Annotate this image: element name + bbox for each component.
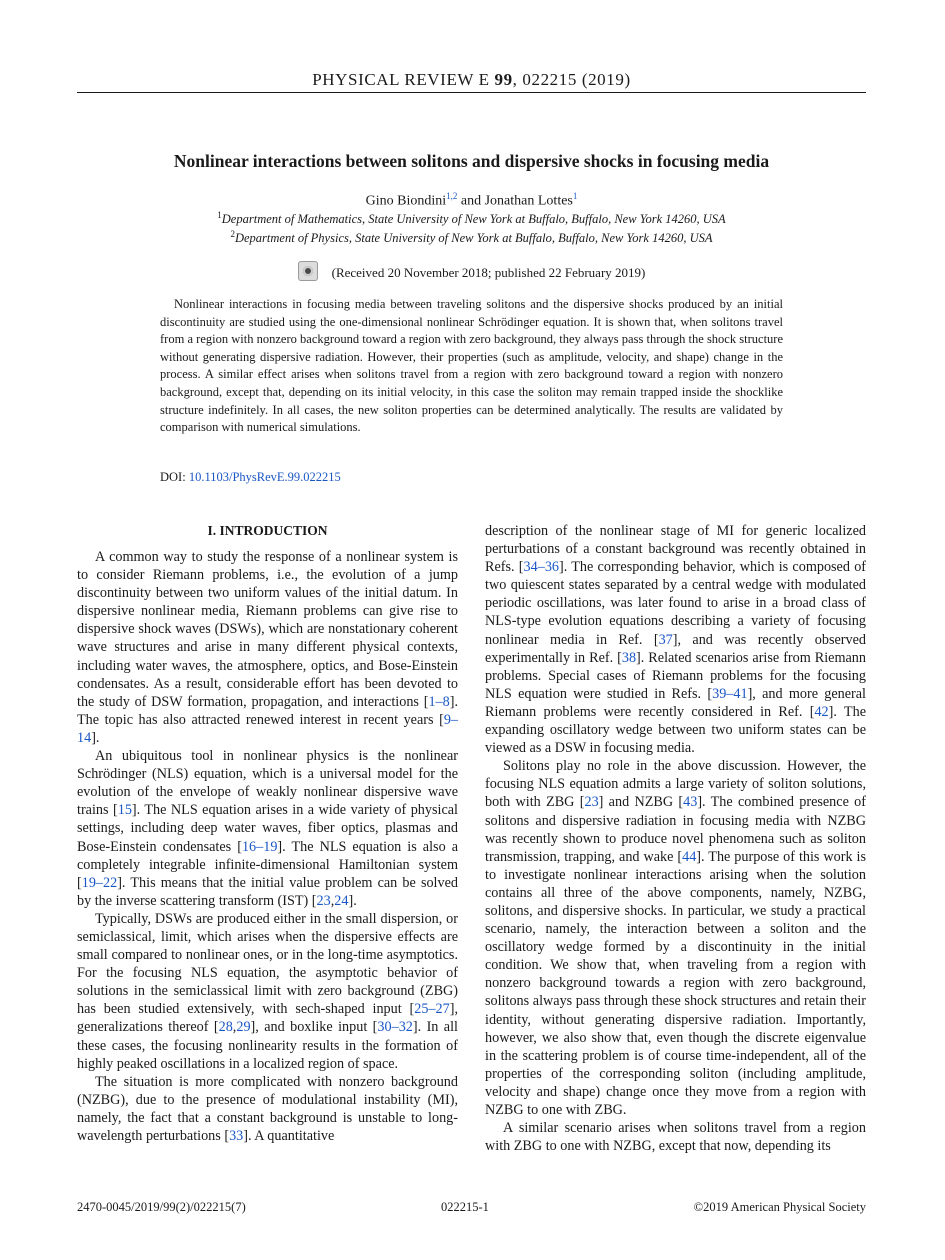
author-affil-link[interactable]: 1 <box>572 191 578 201</box>
doi-line <box>160 470 341 485</box>
footer-page-id: 022215-1 <box>441 1200 489 1214</box>
citation-link[interactable]: 29 <box>236 1019 251 1036</box>
citation-link[interactable]: 9–14 <box>77 711 458 746</box>
right-column <box>485 522 866 1155</box>
citation-link[interactable]: 37 <box>658 631 673 648</box>
doi-label: DOI: <box>160 470 189 484</box>
paragraph: The situation is more complicated with nonzero background (NZBG), due to the presence of modulational instability (MI), namely, the fact that a constant background is unstable to long-wavelength perturbations [33]. A quantitative <box>77 1073 458 1144</box>
citation-link[interactable]: 43 <box>683 794 698 811</box>
footer-copyright: ©2019 American Physical Society <box>693 1200 866 1214</box>
journal-name: PHYSICAL REVIEW E <box>312 70 490 89</box>
affiliation <box>77 210 866 227</box>
citation-link[interactable]: 19–22 <box>81 874 118 891</box>
crossmark-icon[interactable] <box>298 261 318 281</box>
running-header <box>77 70 866 90</box>
author-affil-link[interactable]: 1,2 <box>446 191 458 201</box>
paragraph: Typically, DSWs are produced either in the small dispersion, or semiclassical, limit, which arises when the dispersive effects are small compared to nonlinear ones, or in the long-time asymptotics. For the focusing NLS equation, the asymptotic behavior of solutions in the semiclassical limit with zero background (ZBG) has been studied extensively, with sech-shaped input [25–27], generalizations thereof [28,29], and boxlike input [30–32]. In all these cases, the focusing nonlinearity results in the formation of highly peaked oscillations in a localized region of space. <box>77 910 458 1072</box>
citation-link[interactable]: 28 <box>218 1019 233 1036</box>
citation-link[interactable]: 38 <box>621 649 637 666</box>
citation-link[interactable]: 23 <box>316 892 331 909</box>
citation-link[interactable]: 15 <box>117 802 132 819</box>
journal-volume: 99 <box>494 70 513 89</box>
citation-link[interactable]: 42 <box>814 703 829 720</box>
paragraph: A similar scenario arises when solitons travel from a region with ZBG to one with NZBG, except that now, depending its <box>485 1120 866 1155</box>
paragraph: A common way to study the response of a nonlinear system is to consider Riemann problems, i.e., the evolution of a jump discontinuity between two uniform values of the initial datum. In dispersive nonlinear media, Riemann problems can give rise to dispersive shock waves (DSWs), which are nonstationary coherent wave structures and arise in many different physical contexts, including water waves, the atmosphere, optics, and Bose-Einstein condensates. As a result, considerable effort has been devoted to the study of DSW formation, propagation, and interactions [1–8]. The topic has also attracted renewed interest in recent years [9–14]. <box>77 549 458 746</box>
affiliation-number: 1 <box>217 210 222 220</box>
author-name: Jonathan Lottes <box>484 193 573 209</box>
paragraph: An ubiquitous tool in nonlinear physics is the nonlinear Schrödinger (NLS) equation, which is a universal model for the evolution of the envelope of weakly nonlinear dispersive wave trains [15]. The NLS equation arises in a wide variety of physical settings, including deep water waves, fiber optics, plasmas and Bose-Einstein condensates [16–19]. The NLS equation is also a completely integrable infinite-dimensional Hamiltonian system [19–22]. This means that the initial value problem can be solved by the inverse scattering transform (IST) [23,24]. <box>77 748 458 909</box>
citation-link[interactable]: 24 <box>334 892 349 909</box>
citation-link[interactable]: 44 <box>682 848 697 865</box>
citation-link[interactable]: 25–27 <box>414 1001 450 1018</box>
article-number: , 022215 (2019) <box>512 70 631 89</box>
affiliation <box>77 229 866 246</box>
citation-link[interactable]: 23 <box>584 794 599 811</box>
section-heading: I. INTRODUCTION <box>207 523 328 538</box>
left-column-body <box>77 548 458 1145</box>
citation-link[interactable]: 34–36 <box>523 559 559 576</box>
doi-link[interactable]: 10.1103/PhysRevE.99.022215 <box>188 470 341 484</box>
citation-link[interactable]: 30–32 <box>377 1019 413 1036</box>
abstract: Nonlinear interactions in focusing media between traveling solitons and the dispersive shocks produced by an initial discontinuity are studied using the one-dimensional nonlinear Schrödinger equation. It is shown that, when solitons travel from a region with nonzero background toward a region with zero background, they always pass through the shock structure without generating dispersive radiation. However, their properties (such as amplitude, velocity, and shape) change in the process. A similar effect arises when solitons travel from a region with zero background toward a region with nonzero background, except that, depending on its initial velocity, in this case the soliton may remain trapped inside the shocklike structure indefinitely. In all cases, the new soliton properties can be determined analytically. The results are validated by comparison with numerical simulations. <box>160 297 783 435</box>
header-rule <box>77 92 866 93</box>
citation-link[interactable]: 39–41 <box>712 685 748 702</box>
citation-link[interactable]: 16–19 <box>241 838 278 855</box>
received-dates <box>77 261 866 281</box>
left-column <box>77 522 458 1145</box>
affiliation-text: Department of Physics, State University of New York at Buffalo, Buffalo, New York 14260, USA <box>234 231 713 246</box>
paragraph: description of the nonlinear stage of MI for generic localized perturbations of a constant background was recently obtained in Refs. [34–36]. The corresponding behavior, which is composed of two quiescent states separated by a central wedge with modulated periodic oscillations, was later found to arise in a broad class of NLS-type evolution equations describing a variety of focusing nonlinear media in Ref. [37], and was recently observed experimentally in Ref. [38]. Related scenarios arise from Riemann problems. Special cases of Riemann problems for the focusing NLS equation were studied in Refs. [39–41], and more general Riemann problems were recently considered in Ref. [42]. The expanding oscillatory wedge between two uniform states can be viewed as a DSW in focusing media. <box>485 523 867 757</box>
received-text: (Received 20 November 2018; published 22 February 2019) <box>331 265 646 280</box>
affiliation-text: Department of Mathematics, State University of New York at Buffalo, Buffalo, New York 14260, USA <box>221 212 726 227</box>
right-column-body <box>485 522 866 1155</box>
citation-link[interactable]: 1–8 <box>428 693 450 710</box>
citation-link[interactable]: 33 <box>229 1128 244 1144</box>
author-name: Gino Biondini <box>365 193 447 209</box>
paper-title: Nonlinear interactions between solitons and dispersive shocks in focusing media <box>173 151 770 171</box>
affiliation-number: 2 <box>230 229 235 239</box>
paragraph: Solitons play no role in the above discussion. However, the focusing NLS equation admits a large variety of soliton solutions, both with ZBG [23] and NZBG [43]. The combined presence of solitons and dispersive radiation in focusing media with NZBG was recently shown to produce novel phenomena such as soliton transmission, trapping, and wake [44]. The purpose of this work is to investigate nonlinear interactions arising when the solution contains all three of the above components, namely, NZBG, solitons, and dispersive shocks. In particular, we study a practical scenario, namely, the interaction between a soliton and the oscillatory wedge formed by a discontinuity in the initial condition. We show that, when traveling from a region with nonzero background towards a region with zero background, solitons always pass through these shock structures and retain their identity, without generating dispersive radiation. Importantly, however, we also show that, even though the discrete eigenvalue in the scattering problem is of course time-independent, all of the properties of the corresponding soliton (including amplitude, velocity and shape) change once they move from a region with NZBG to one with ZBG. <box>485 758 866 1118</box>
author-line <box>77 191 866 210</box>
footer-issn: 2470-0045/2019/99(2)/022215(7) <box>77 1200 246 1214</box>
author-conjunction: and <box>457 193 485 209</box>
